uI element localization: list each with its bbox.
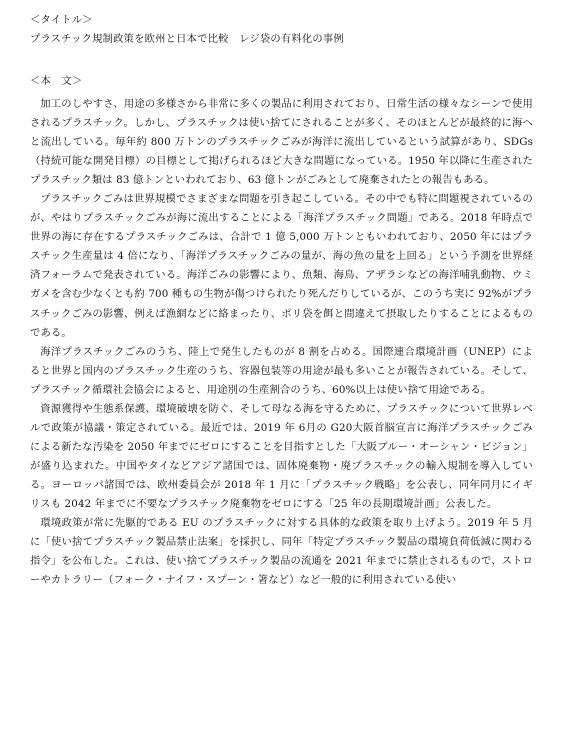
- paragraph-4: 資源獲得や生態系保護、環境破壊を防ぐ、そして母なる海を守るために、プラスチックについて世界レベルで政策が協議・策定されている。最近では、2019 年 6月の G20大阪首脳宣言に海洋プラスチックごみによる新たな汚染を 2050 年までにゼロにすることを目指すとした「大阪ブルー・オーシャン・ビジョン」が盛り込まれた。中国やタイなどアジア諸国では、固体廃棄物・廃プラスチックの輸入規制を導入している。ヨーロッパ諸国では、欧州委員会が 2018 年 1 月に「プラスチック戦略」を公表し、同年同月にイギリスも 2042 年までに不要なプラスチック廃棄物をゼロにする「25 年の長期環境計画」公表した。: [30, 402, 533, 510]
- paragraph-5: 環境政策が常に先駆的である EU のプラスチックに対する具体的な政策を取り上げよう。2019 年 5 月 に「使い捨てプラスチック製品禁止法案」を採択し、同年「特定プラスチック製品の環境負荷低減に関わる指令」を公布した。これは、使い捨てプラスチック製品の流通を 2021 年までに禁止されるもので、ストローやカトラリー（フォーク・ナイフ・スプーン・箸など）など一般的に利用されている使い: [30, 517, 533, 587]
- document-title: プラスチック規制政策を欧州と日本で比較 レジ袋の有料化の事例: [30, 33, 344, 45]
- body-heading: ＜本 文＞: [30, 75, 83, 87]
- body-text: [30, 95, 533, 590]
- paragraph-3: 海洋プラスチックごみのうち、陸上で発生したものが 8 割を占める。国際連合環境計画（UNEP）によると世界と国内のプラスチック生産のうち、容器包装等の用途が最も多いことが報告されている。そして、プラスチック循環社会協会によると、用途別の生産割合のうち、60%以上は使い捨て用途である。: [30, 345, 533, 396]
- paragraph-2: プラスチックごみは世界規模でさまざまな問題を引き起こしている。その中でも特に問題視されているのが、やはりプラスチックごみが海に流出することによる「海洋プラスチック問題」である。2018 年時点で世界の海に存在するプラスチックごみは、合計で 1 億 5,000 万トンともいわれており、2050 年にはプラスチック生産量は 4 倍になり、「海洋プラスチックごみの量が、海の魚の量を上回る」という予測を世界経済フォーラムで発表されている。海洋ごみの影響により、魚類、海鳥、アザラシなどの海洋哺乳動物、ウミガメを含む少なくとも約 700 種もの生物が傷つけられたり死んだりしているが、このうち実に 92%がプラスチックごみの影響、例えば漁網などに絡まったり、ポリ袋を餌と間違えて摂取したりすることによるものである。: [30, 193, 533, 339]
- paragraph-1: 加工のしやすさ、用途の多様さから非常に多くの製品に利用されており、日常生活の様々なシーンで使用されるプラスチック。しかし、プラスチックは使い捨てにされることが多く、そのほとんどが最終的に海へと流出している。毎年約 800 万トンのプラスチックごみが海洋に流出しているという試算があり、SDGs（持続可能な開発目標）の目標として掲げられるほど大きな問題になっている。1950 年以降に生産されたプラスチック類は 83 億トンといわれており、63 億トンがごみとして廃棄されたとの報告もある。: [30, 98, 533, 187]
- title-heading: ＜タイトル＞: [30, 14, 93, 26]
